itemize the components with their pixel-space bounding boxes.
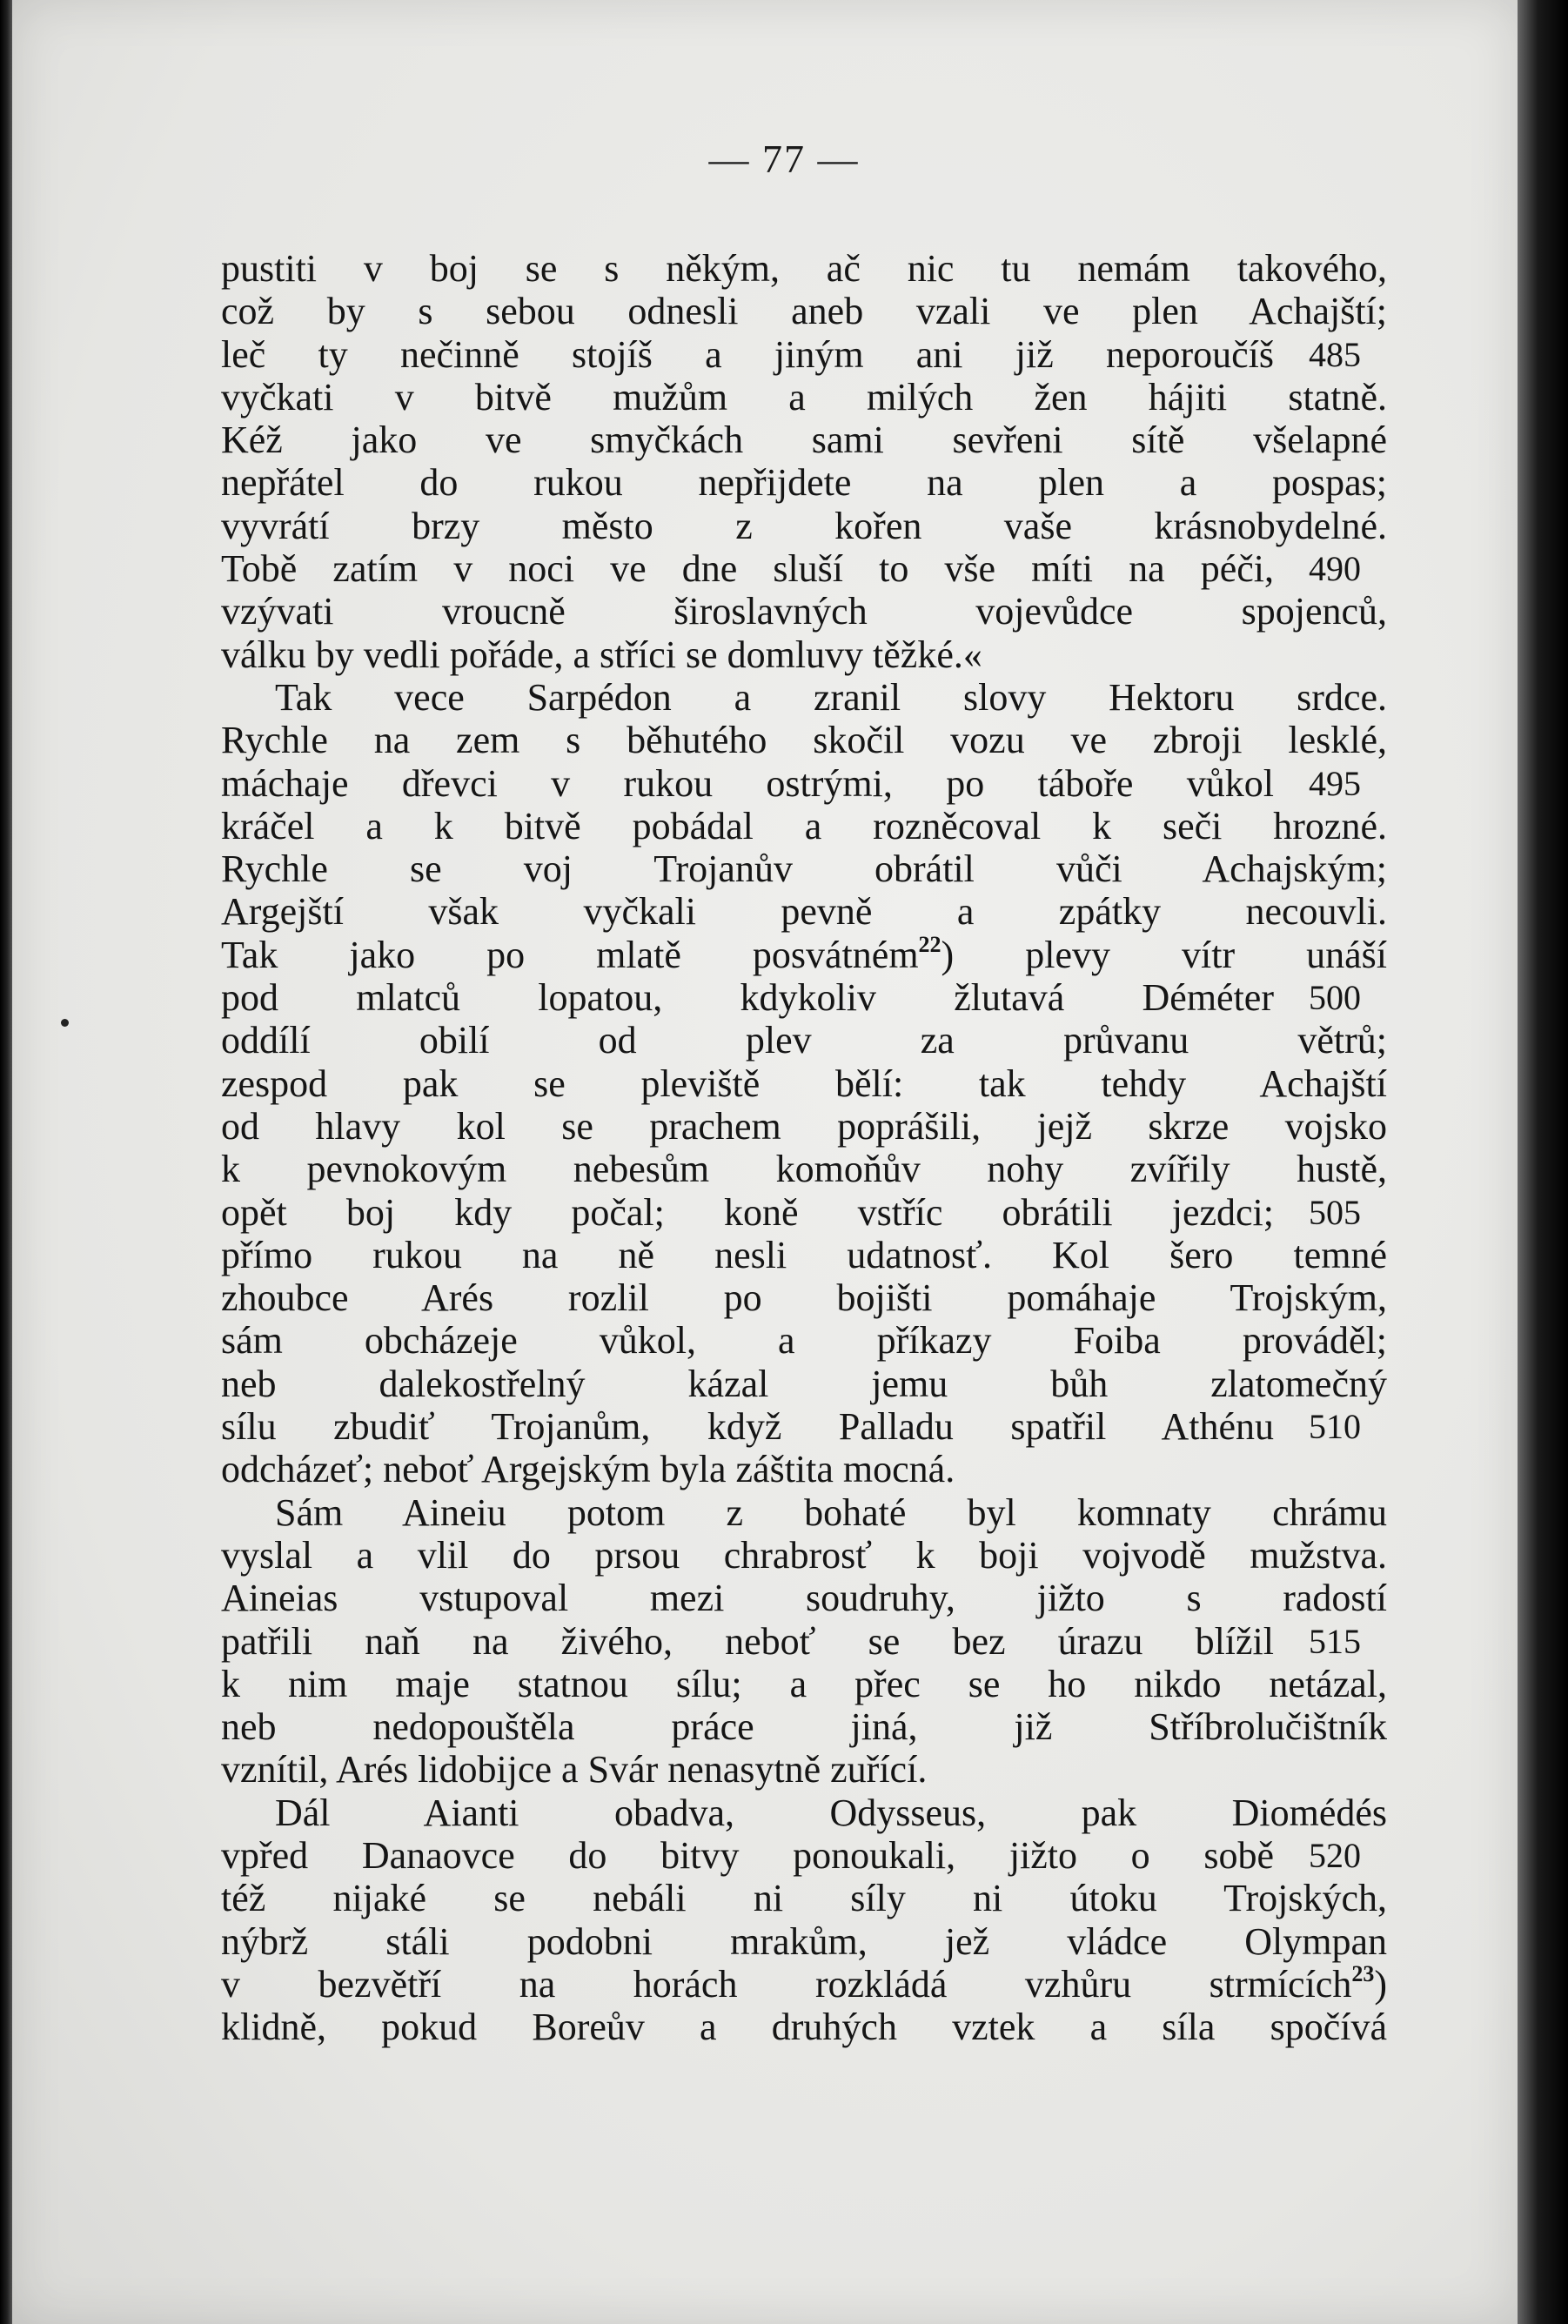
verse-text [275,1792,1387,1834]
verse-main: Rychle se voj Trojanův obrátil vůči Achajským; [221,847,1387,891]
verse-main: též nijaké se nebáli ni síly ni útoku Trojských, [221,1877,1387,1920]
verse-text [275,1491,1387,1534]
verse-text [275,676,1387,719]
verse-line [221,1705,1387,1748]
page-number: — 77 — [708,137,860,181]
verse-line [221,1363,1387,1405]
verse-text [221,1319,1387,1362]
page-left-edge [0,0,12,2324]
verse-main: Tak jako po mlatě posvátném [221,933,919,976]
verse-line [221,719,1387,761]
verse-main: vznítil, Arés lidobijce a Svár nenasytně zuřící. [221,1748,928,1792]
verse-main: válku by vedli pořáde, a stříci se domluvy těžké.« [221,633,982,676]
verse-line [221,847,1387,890]
line-number: 505 [1309,1192,1361,1232]
margin-dot [61,1019,69,1027]
verse-line [221,419,1387,461]
verse-main: vyslal a vlil do prsou chrabrosť k boji vojvodě mužstva. [221,1533,1387,1577]
verse-text [221,1234,1387,1276]
verse-text [221,1748,1387,1791]
verse-main: klidně, pokud Boreův a druhých vztek a síla spočívá [221,2006,1387,2049]
verse-text [221,1620,1274,1663]
verse-text [221,1062,1387,1105]
verse-main: Dál Aianti obadva, Odysseus, pak Diomédés [275,1791,1387,1834]
verse-line [221,333,1387,376]
verse-text [221,1448,1387,1490]
verse-text [221,1877,1387,1919]
verse-text [221,1148,1387,1190]
verse-after: ) plevy vítr unáší [941,933,1387,976]
verse-main: oddílí obilí od plev za průvanu větrů; [221,1019,1387,1062]
verse-line [221,890,1387,933]
verse-text [221,633,1387,676]
footnote-ref: 23 [1351,1960,1375,1986]
verse-main: přímo rukou na ně nesli udatnosť. Kol šero temné [221,1233,1387,1276]
verse-text [221,1834,1274,1877]
verse-main: kráčel a k bitvě pobádal a rozněcoval k seči hrozné. [221,804,1387,847]
verse-line [221,805,1387,847]
verse-main: Rychle na zem s běhutého skočil vozu ve zbroji lesklé, [221,719,1387,762]
verse-line [221,1019,1387,1062]
verse-line [221,590,1387,633]
line-number: 515 [1309,1621,1361,1661]
verse-text [221,1105,1387,1148]
verse-text [221,1405,1274,1448]
verse-main: nepřátel do rukou nepřijdete na plen a pospas; [221,461,1387,505]
verse-line [221,1534,1387,1577]
verse-line [221,1148,1387,1190]
verse-text [221,805,1387,847]
verse-main: vpřed Danaovce do bitvy ponoukali, jižto o sobě [221,1833,1274,1877]
verse-text [221,1663,1387,1705]
verse-text [221,247,1387,290]
verse-line [221,505,1387,547]
verse-text [221,890,1387,933]
verse-main: Kéž jako ve smyčkách sami sevřeni sítě všelapné [221,419,1387,462]
verse-text [221,419,1387,461]
verse-line [221,1062,1387,1105]
verse-main: Argejští však vyčkali pevně a zpátky necouvli. [221,890,1387,934]
verse-main: sám obcházeje vůkol, a příkazy Foiba prováděl; [221,1319,1387,1363]
verse-line [221,976,1387,1019]
line-number: 495 [1309,763,1361,803]
verse-line [221,1792,1387,1834]
verse-text [221,1960,1387,2006]
verse-line [221,1834,1387,1877]
verse-text [221,505,1387,547]
verse-main: zespod pak se pleviště bělí: tak tehdy Achajští [221,1062,1387,1105]
verse-text [221,547,1274,590]
verse-text [221,762,1274,805]
verse-line [221,1319,1387,1362]
verse-line [221,1663,1387,1705]
verse-text [221,931,1387,976]
verse-line [221,1620,1387,1663]
verse-line [221,1405,1387,1448]
verse-main: máchaje dřevci v rukou ostrými, po táboře vůkol [221,761,1274,805]
verse-line [221,376,1387,419]
verse-text [221,719,1387,761]
verse-main: Tobě zatím v noci ve dne sluší to vše míti na péči, [221,547,1274,591]
verse-main: neb dalekostřelný kázal jemu bůh zlatomečný [221,1362,1387,1405]
verse-line [221,1191,1387,1234]
verse-main: Aineias vstupoval mezi soudruhy, jižto s radostí [221,1577,1387,1620]
verse-main: od hlavy kol se prachem poprášili, jejž skrze vojsko [221,1104,1387,1148]
verse-main: pod mlatců lopatou, kdykoliv žlutavá Déméter [221,976,1274,1020]
verse-main: patřili naň na živého, neboť se bez úrazu blížil [221,1619,1274,1663]
verse-main: k pevnokovým nebesům komoňův nohy zvířily hustě, [221,1148,1387,1191]
verse-line [221,547,1387,590]
verse-line [221,1491,1387,1534]
verse-line [221,461,1387,504]
verse-main: pustiti v boj se s někým, ač nic tu nemám takového, [221,247,1387,290]
verse-line [221,1105,1387,1148]
verse-main: v bezvětří na horách rozkládá vzhůru strmících [221,1962,1352,2006]
verse-text [221,976,1274,1019]
verse-text [221,1191,1274,1234]
verse-line [221,290,1387,332]
verse-text [221,1534,1387,1577]
verse-line [221,1960,1387,2006]
verse-after: ) [1374,1962,1387,2006]
line-number: 520 [1309,1835,1361,1875]
verse-line [221,762,1387,805]
verse-text [221,333,1274,376]
verse-line [221,633,1387,676]
poem-text [221,247,1387,2048]
verse-line [221,676,1387,719]
verse-main: Sám Aineiu potom z bohaté byl komnaty chrámu [275,1490,1387,1534]
verse-line [221,1276,1387,1319]
line-number: 500 [1309,978,1361,1018]
verse-main: leč ty nečinně stojíš a jiným ani již neporoučíš [221,332,1274,376]
verse-line [221,931,1387,976]
line-number: 490 [1309,549,1361,589]
verse-text [221,1276,1387,1319]
verse-main: sílu zbudiť Trojanům, když Palladu spatřil Athénu [221,1405,1274,1449]
verse-text [221,290,1387,332]
footnote-ref: 22 [918,931,941,957]
verse-text [221,1920,1387,1963]
verse-main: vyčkati v bitvě mužům a milých žen hájiti statně. [221,375,1387,419]
verse-text [221,1363,1387,1405]
verse-text [221,1019,1387,1062]
line-number: 485 [1309,334,1361,374]
verse-main: opět boj kdy počal; koně vstříc obrátili jezdci; [221,1190,1274,1234]
page-right-edge [1518,0,1568,2324]
verse-main: vzývati vroucně široslavných vojevůdce spojenců, [221,590,1387,633]
verse-text [221,1705,1387,1748]
verse-text [221,590,1387,633]
verse-main: odcházeť; neboť Argejským byla záštita mocná. [221,1448,955,1491]
verse-main: což by s sebou odnesli aneb vzali ve plen Achajští; [221,290,1387,333]
verse-text [221,376,1387,419]
verse-main: Tak vece Sarpédon a zranil slovy Hektoru srdce. [275,675,1387,719]
verse-text [221,1577,1387,1619]
verse-line [221,1234,1387,1276]
verse-line [221,1920,1387,1963]
verse-main: zhoubce Arés rozlil po bojišti pomáhaje Trojským, [221,1276,1387,1320]
verse-line [221,1748,1387,1791]
verse-main: nýbrž stáli podobni mrakům, jež vládce Olympan [221,1919,1387,1963]
verse-line [221,1577,1387,1619]
verse-text [221,2006,1387,2048]
verse-text [221,847,1387,890]
verse-line [221,247,1387,290]
verse-main: k nim maje statnou sílu; a přec se ho nikdo netázal, [221,1662,1387,1705]
verse-main: vyvrátí brzy město z kořen vaše krásnobydelné. [221,504,1387,547]
verse-line [221,1448,1387,1490]
verse-main: neb nedopouštěla práce jiná, již Stříbrolučištník [221,1705,1387,1749]
verse-line [221,1877,1387,1919]
verse-text [221,461,1387,504]
line-number: 510 [1309,1407,1361,1447]
verse-line [221,2006,1387,2048]
